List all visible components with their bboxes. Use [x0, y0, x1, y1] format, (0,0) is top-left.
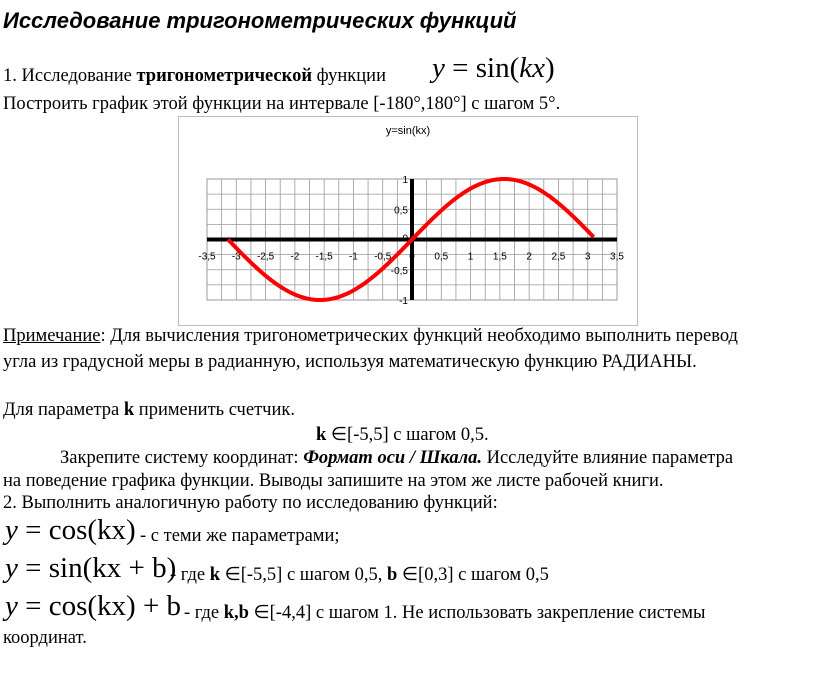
- param-fix-prefix: Закрепите систему координат:: [60, 448, 304, 468]
- note-label: Примечание: [3, 326, 101, 346]
- note-line2: угла из градусной меры в радианную, используя математическую функцию РАДИАНЫ.: [3, 352, 697, 372]
- chart-title: y=sin(kx): [385, 125, 431, 137]
- task2-f1-formula: y = cos(kx): [5, 514, 136, 546]
- note-text1: : Для вычисления тригонометрических функций необходимо выполнить перевод: [100, 326, 738, 346]
- param-suffix: применить счетчик.: [134, 400, 295, 420]
- param-range-k: k: [316, 425, 327, 445]
- task1-suffix: функции: [311, 66, 386, 86]
- f2-k-range: ∈[-5,5] с шагом 0,5,: [220, 565, 387, 585]
- f2-k: k: [209, 565, 220, 585]
- x-tick-label: 2: [526, 251, 532, 263]
- f1-formula: cos(kx): [48, 514, 136, 546]
- f3-kb-range: ∈[-4,4] с шагом 1. Не использовать закрепление системы: [248, 603, 706, 623]
- x-tick-label: -2: [290, 251, 300, 263]
- y-tick-label: -1: [399, 296, 408, 307]
- task2-f2-formula: y = sin(kx + b): [5, 552, 177, 584]
- f3-kb: k,b: [223, 603, 249, 623]
- x-tick-label: 0: [409, 251, 415, 263]
- x-tick-label: 1,5: [492, 251, 507, 263]
- param-line1: [3, 400, 295, 421]
- task1-line2: Построить график этой функции на интервале [-180°,180°] с шагом 5°.: [3, 94, 561, 114]
- f3-prefix: - где: [184, 603, 224, 623]
- f2-lhs: y: [5, 552, 18, 584]
- task2-f3-text: [184, 602, 705, 624]
- x-tick-label: 0,5: [434, 251, 449, 263]
- param-fix-bold: Формат оси / Шкала.: [303, 448, 482, 468]
- task1-bold-word: тригонометрической: [136, 66, 312, 86]
- task2-f1-text: - с теми же параметрами;: [140, 526, 340, 546]
- x-tick-label: 2,5: [551, 251, 566, 263]
- chart-frame: [178, 116, 638, 326]
- x-tick-label: 1: [467, 251, 474, 263]
- x-tick-label: 3: [584, 251, 591, 263]
- param-fix-line: [60, 448, 733, 469]
- f3-formula: cos(kx) + b: [48, 590, 182, 622]
- x-tick-label: -1,5: [315, 251, 333, 263]
- param-range: [316, 424, 489, 446]
- task1-formula: y = sin(kx): [432, 52, 555, 84]
- task2-f3-line2: координат.: [3, 628, 87, 648]
- page-title: Исследование тригонометрических функций: [3, 8, 517, 33]
- x-tick-label: -3: [231, 251, 241, 263]
- task2-f3-formula: y = cos(kx) + b: [5, 590, 182, 622]
- param-fix-suffix: Исследуйте влияние параметра: [481, 448, 734, 468]
- formula-eq: =: [444, 52, 476, 84]
- param-range-text: ∈[-5,5] с шагом 0,5.: [326, 425, 489, 445]
- x-tick-label: -1: [348, 251, 358, 263]
- task1-line: [3, 66, 386, 87]
- y-tick-label: 0: [402, 233, 408, 245]
- f1-lhs: y: [5, 514, 18, 546]
- param-k: k: [123, 400, 135, 420]
- f3-lhs: y: [5, 590, 18, 622]
- param-prefix: Для параметра: [3, 400, 124, 420]
- y-tick-label: 1: [402, 175, 408, 186]
- x-tick-label: 3,5: [610, 251, 624, 263]
- task1-prefix: 1. Исследование: [3, 66, 137, 86]
- x-tick-label: -0,5: [374, 251, 392, 263]
- f2-b-range: ∈[0,3] с шагом 0,5: [397, 565, 549, 585]
- chart-svg: [179, 117, 637, 325]
- task2-f2-text: [170, 564, 549, 586]
- x-tick-label: -2,5: [256, 251, 275, 263]
- y-tick-label: 0,5: [394, 205, 408, 217]
- y-tick-label: -0,5: [390, 265, 408, 277]
- formula-arg: kx: [519, 52, 545, 84]
- formula-fn: sin: [475, 52, 510, 84]
- f2-formula: sin(kx + b): [48, 552, 177, 584]
- task2-line: 2. Выполнить аналогичную работу по исследованию функций:: [3, 493, 498, 513]
- x-tick-label: -3,5: [198, 251, 216, 263]
- formula-lhs: y: [432, 52, 445, 84]
- f2-prefix: - где: [170, 565, 210, 585]
- note-line1: [3, 326, 738, 347]
- f2-b: b: [387, 565, 398, 585]
- param-line-next: на поведение графика функции. Выводы запишите на этом же листе рабочей книги.: [3, 471, 664, 491]
